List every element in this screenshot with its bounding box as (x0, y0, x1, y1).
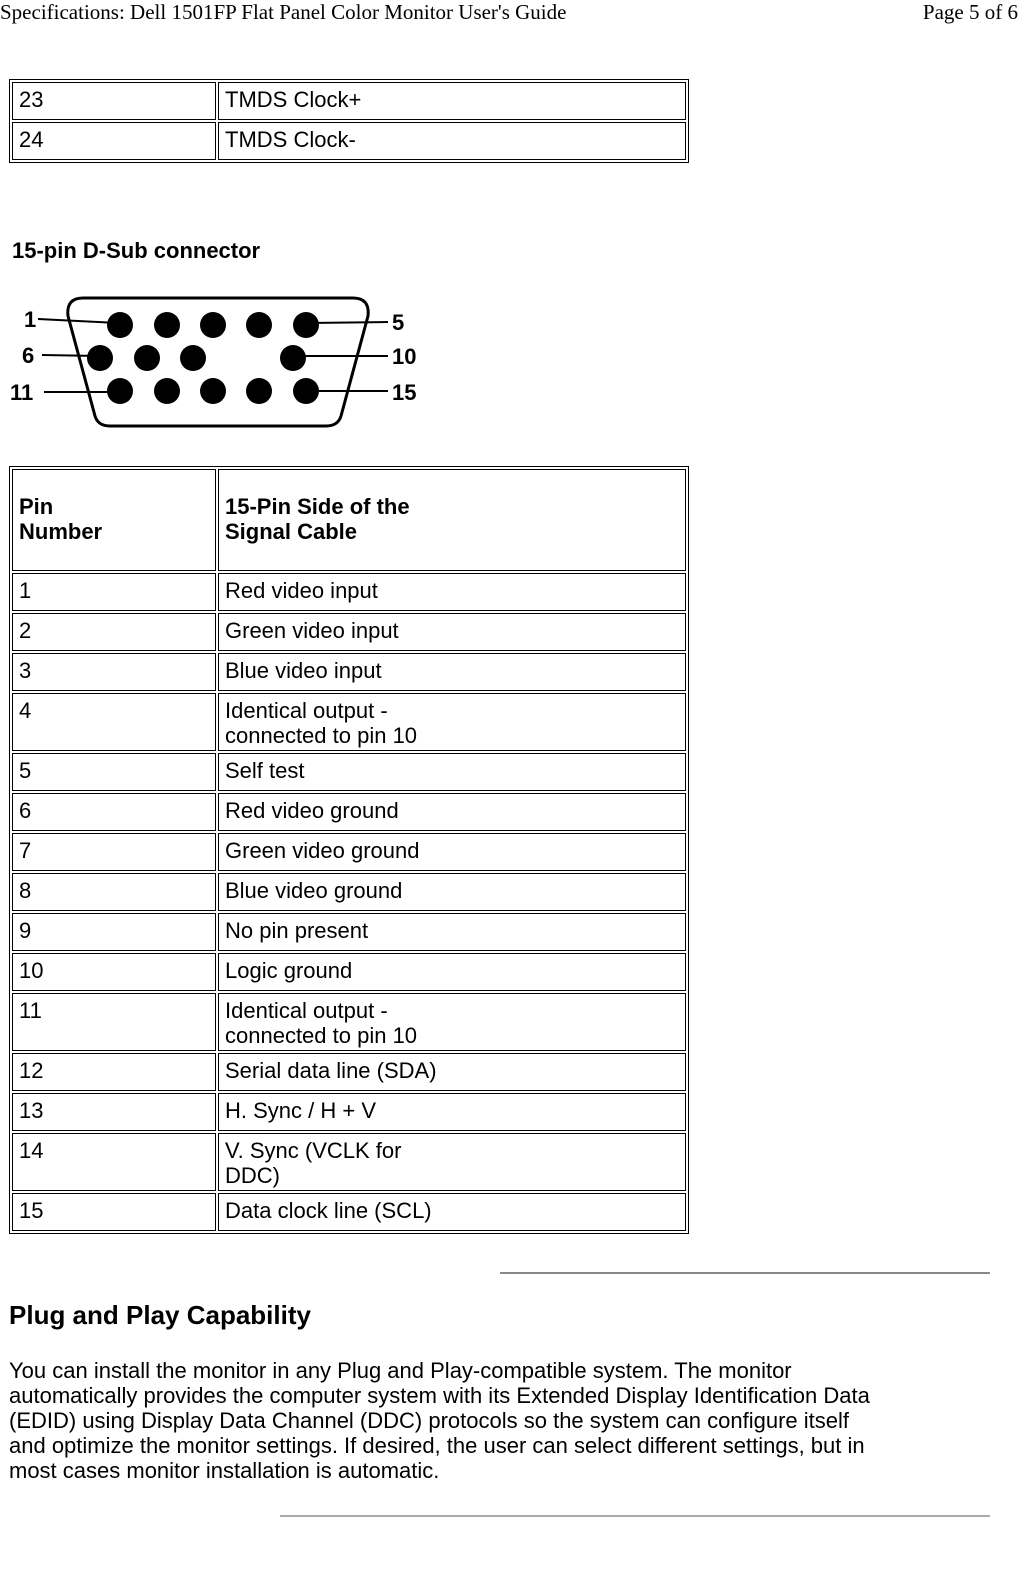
pin-number-cell: 11 (12, 993, 216, 1051)
pin-number-cell: 1 (12, 573, 216, 611)
signal-cell: Serial data line (SDA) (218, 1053, 686, 1091)
table-row (12, 122, 686, 160)
table-row (12, 833, 686, 871)
divider (500, 1272, 990, 1274)
pin-number-cell: 4 (12, 693, 216, 751)
signal-cell: Data clock line (SCL) (218, 1193, 686, 1231)
plug-and-play-paragraph: You can install the monitor in any Plug and Play-compatible system. The monitor automatically provides the computer system with its Extended Display Identification Data (EDID) using Display Data Channel (DDC) protocols so the system can configure itself and optimize the monitor settings. If desired, the user can select different settings, but in most cases monitor installation is automatic. (9, 1358, 870, 1483)
pin-11 (107, 378, 133, 404)
signal-cell: Red video input (218, 573, 686, 611)
pin-number-cell: 7 (12, 833, 216, 871)
label-pin-5: 5 (392, 310, 405, 335)
signal-cell: Green video ground (218, 833, 686, 871)
pin-8 (180, 345, 206, 371)
column-header-signal: 15-Pin Side of the Signal Cable (218, 469, 686, 571)
signal-cell: Green video input (218, 613, 686, 651)
pin-7 (134, 345, 160, 371)
pin-number-cell: 6 (12, 793, 216, 831)
label-pin-15: 15 (392, 380, 417, 405)
table-row (12, 993, 686, 1051)
signal-cell: No pin present (218, 913, 686, 951)
column-header-pin-number: Pin Number (12, 469, 216, 571)
document-title: Specifications: Dell 1501FP Flat Panel Color Monitor User's Guide (0, 0, 567, 24)
pin-6 (87, 345, 113, 371)
pin-number-cell: 10 (12, 953, 216, 991)
table-row (12, 1133, 686, 1191)
pin-number-cell: 12 (12, 1053, 216, 1091)
signal-cell: TMDS Clock- (218, 122, 686, 160)
signal-cell: H. Sync / H + V (218, 1093, 686, 1131)
table-row (12, 573, 686, 611)
pin-number-cell: 9 (12, 913, 216, 951)
table-row (12, 613, 686, 651)
page-number: Page 5 of 6 (922, 0, 1018, 24)
page-header (0, 0, 1020, 30)
pin-number-cell: 14 (12, 1133, 216, 1191)
pin-number-cell: 5 (12, 753, 216, 791)
divider (280, 1515, 990, 1517)
signal-cell: Identical output - connected to pin 10 (218, 993, 686, 1051)
table-row (12, 693, 686, 751)
table-row (12, 653, 686, 691)
pin-15 (293, 378, 319, 404)
pin-number-cell: 13 (12, 1093, 216, 1131)
pin-number-cell: 24 (12, 122, 216, 160)
signal-cell: Logic ground (218, 953, 686, 991)
pin-4 (246, 312, 272, 338)
pin-number-cell: 15 (12, 1193, 216, 1231)
signal-cell: Red video ground (218, 793, 686, 831)
pin-12 (154, 378, 180, 404)
signal-cell: Identical output - connected to pin 10 (218, 693, 686, 751)
dsub-pin-table (9, 466, 689, 1234)
table-row (12, 793, 686, 831)
pin-14 (246, 378, 272, 404)
signal-cell: TMDS Clock+ (218, 82, 686, 120)
table-row (12, 1053, 686, 1091)
table-row (12, 873, 686, 911)
pin-2 (154, 312, 180, 338)
signal-cell: Blue video input (218, 653, 686, 691)
label-pin-6: 6 (22, 343, 35, 368)
pin-1 (107, 312, 133, 338)
pin-table-continued (9, 79, 689, 163)
pin-3 (200, 312, 226, 338)
label-pin-10: 10 (392, 344, 417, 369)
section-title-plug-and-play: Plug and Play Capability (9, 1300, 311, 1330)
pin-number-cell: 3 (12, 653, 216, 691)
signal-cell: V. Sync (VCLK for DDC) (218, 1133, 686, 1191)
pin-5 (293, 312, 319, 338)
table-row (12, 82, 686, 120)
signal-cell: Self test (218, 753, 686, 791)
table-row (12, 953, 686, 991)
pin-13 (200, 378, 226, 404)
table-header-row (12, 469, 686, 571)
pin-number-cell: 2 (12, 613, 216, 651)
dsub-connector-diagram (8, 286, 438, 436)
pin-number-cell: 23 (12, 82, 216, 120)
signal-cell: Blue video ground (218, 873, 686, 911)
table-row (12, 913, 686, 951)
section-title-dsub: 15-pin D-Sub connector (12, 238, 261, 263)
label-pin-11: 11 (10, 380, 34, 405)
table-row (12, 1093, 686, 1131)
pin-10 (280, 345, 306, 371)
table-row (12, 1193, 686, 1231)
table-row (12, 753, 686, 791)
pin-number-cell: 8 (12, 873, 216, 911)
label-pin-1: 1 (24, 307, 37, 332)
